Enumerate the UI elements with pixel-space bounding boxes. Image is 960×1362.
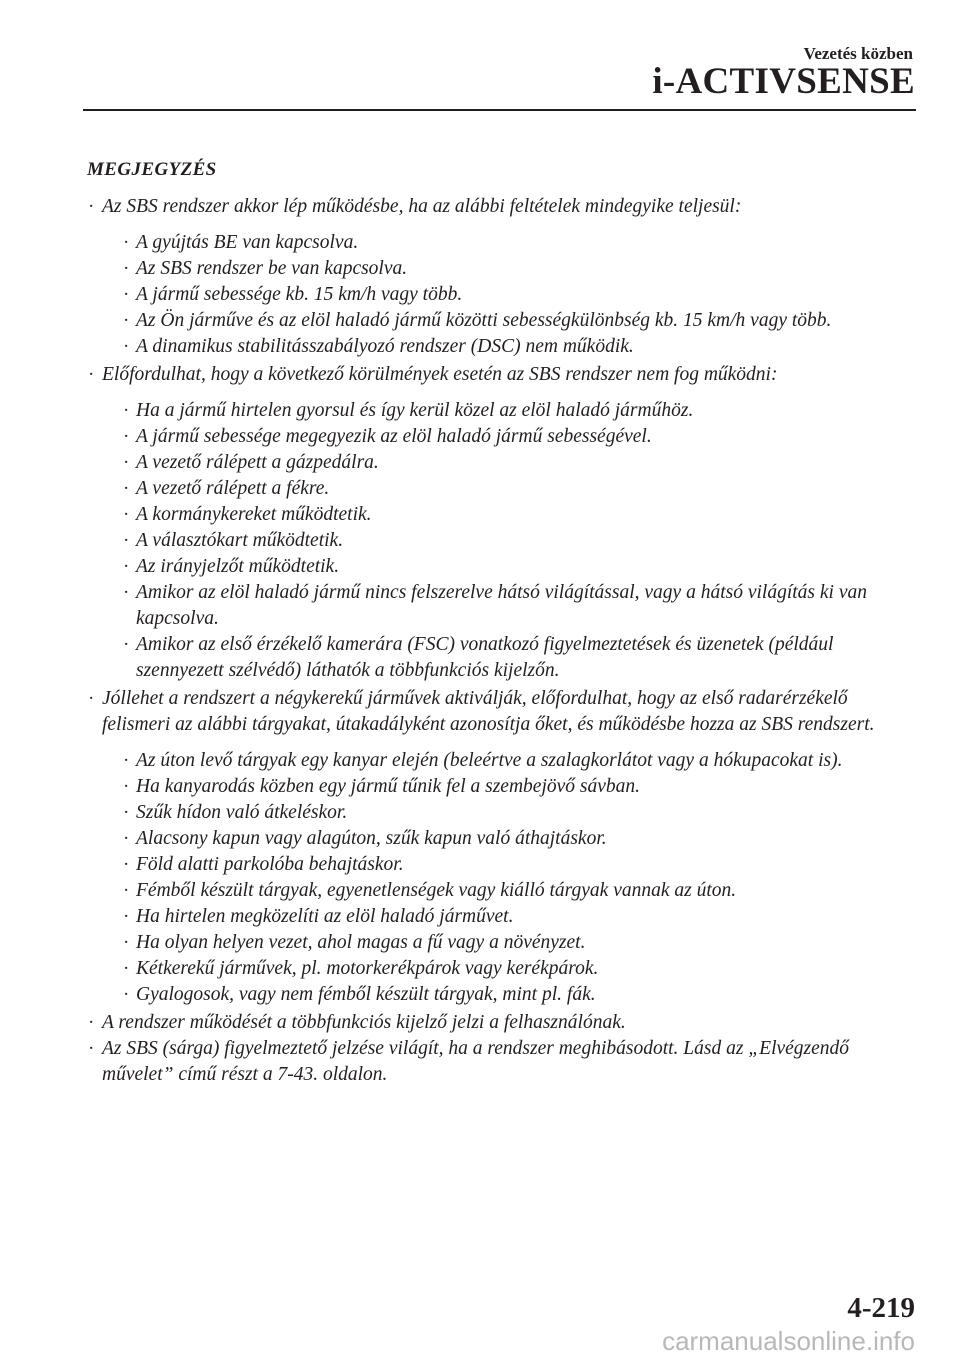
note-subitem-text: Ha a jármű hirtelen gyorsul és így kerül közel az elöl haladó járműhöz. <box>136 400 694 421</box>
note-subitem-text: A kormánykereket működtetik. <box>136 504 372 525</box>
bullet-icon: · <box>123 880 130 901</box>
bullet-icon: · <box>88 688 95 709</box>
note-list <box>84 194 916 1088</box>
note-subitem <box>122 930 916 956</box>
note-subitem <box>122 528 916 554</box>
bullet-icon: · <box>123 400 130 421</box>
note-subitem <box>122 308 916 334</box>
note-subitem-text: A jármű sebessége megegyezik az elöl haladó jármű sebességével. <box>136 426 652 447</box>
bullet-icon: · <box>123 232 130 253</box>
note-subitem-text: A dinamikus stabilitásszabályozó rendszer (DSC) nem működik. <box>136 336 634 357</box>
note-subitem-text: Az irányjelzőt működtetik. <box>136 556 340 577</box>
bullet-icon: · <box>123 906 130 927</box>
bullet-icon: · <box>88 1012 95 1033</box>
note-subitem <box>122 904 916 930</box>
note-subitem <box>122 774 916 800</box>
note-subitem <box>122 852 916 878</box>
note-subitem <box>122 982 916 1008</box>
note-subitem <box>122 502 916 528</box>
bullet-icon: · <box>123 776 130 797</box>
note-subitem-text: A vezető rálépett a fékre. <box>136 478 330 499</box>
note-subitem <box>122 424 916 450</box>
note-subitem-text: Az SBS rendszer be van kapcsolva. <box>136 258 408 279</box>
note-subitem-text: A választókart működtetik. <box>136 530 344 551</box>
page-number: 4-219 <box>847 1292 915 1324</box>
note-subitem-text: Amikor az első érzékelő kamerára (FSC) vonatkozó figyelmeztetések és üzenetek (például szennyezett szélvédő) láthatók a többfunkciós kijelzőn. <box>136 634 834 681</box>
note-subitem-text: A gyújtás BE van kapcsolva. <box>136 232 359 253</box>
bullet-icon: · <box>123 802 130 823</box>
note-item-text: Az SBS (sárga) figyelmeztető jelzése világít, ha a rendszer meghibásodott. Lásd az „Elvégzendő művelet” című részt a 7-43. oldalon. <box>102 1038 850 1085</box>
note-subitem-text: Az Ön járműve és az elöl haladó jármű közötti sebességkülönbség kb. 15 km/h vagy több. <box>136 310 832 331</box>
note-subitem <box>122 334 916 360</box>
note-sublist <box>102 230 916 360</box>
note-subitem <box>122 800 916 826</box>
note-subitem-text: Föld alatti parkolóba behajtáskor. <box>136 854 404 875</box>
bullet-icon: · <box>123 750 130 771</box>
bullet-icon: · <box>88 196 95 217</box>
bullet-icon: · <box>123 556 130 577</box>
note-item-text: Az SBS rendszer akkor lép működésbe, ha az alábbi feltételek mindegyike teljesül: <box>102 196 742 217</box>
bullet-icon: · <box>123 634 130 655</box>
note-subitem-text: Kétkerekű járművek, pl. motorkerékpárok vagy kerékpárok. <box>136 958 599 979</box>
bullet-icon: · <box>123 336 130 357</box>
note-subitem-text: Ha olyan helyen vezet, ahol magas a fű vagy a növényzet. <box>136 932 586 953</box>
watermark: carmanualsonline.info <box>662 1326 915 1356</box>
note-subitem <box>122 748 916 774</box>
bullet-icon: · <box>123 932 130 953</box>
note-subitem-text: Alacsony kapun vagy alagúton, szűk kapun való áthajtáskor. <box>136 828 607 849</box>
note-item-text: A rendszer működését a többfunkciós kijelző jelzi a felhasználónak. <box>102 1012 626 1033</box>
bullet-icon: · <box>123 828 130 849</box>
note-sublist <box>102 748 916 1008</box>
bullet-icon: · <box>123 426 130 447</box>
note-subitem <box>122 554 916 580</box>
note-subitem <box>122 580 916 632</box>
bullet-icon: · <box>123 504 130 525</box>
bullet-icon: · <box>123 854 130 875</box>
note-subitem <box>122 878 916 904</box>
note-subitem-text: Amikor az elöl haladó jármű nincs felszerelve hátsó világítással, vagy a hátsó világítás ki van kapcsolva. <box>136 582 867 629</box>
note-subitem-text: Ha kanyarodás közben egy jármű tűnik fel a szembejövő sávban. <box>136 776 641 797</box>
note-subitem <box>122 826 916 852</box>
note-subitem <box>122 632 916 684</box>
bullet-icon: · <box>88 364 95 385</box>
note-item <box>84 1036 916 1088</box>
bullet-icon: · <box>123 958 130 979</box>
note-subitem-text: Szűk hídon való átkeléskor. <box>136 802 348 823</box>
note-subitem <box>122 256 916 282</box>
note-item <box>84 1010 916 1036</box>
note-item-text: Előfordulhat, hogy a következő körülmények esetén az SBS rendszer nem fog működni: <box>102 364 778 385</box>
note-subitem-text: A vezető rálépett a gázpedálra. <box>136 452 379 473</box>
note-subitem-text: A jármű sebessége kb. 15 km/h vagy több. <box>136 284 463 305</box>
note-item <box>84 686 916 1008</box>
bullet-icon: · <box>123 582 130 603</box>
section-name: Vezetés közben <box>803 44 913 63</box>
note-sublist <box>102 398 916 684</box>
note-subitem <box>122 282 916 308</box>
note-subitem-text: Fémből készült tárgyak, egyenetlenségek vagy kiálló tárgyak vannak az úton. <box>136 880 737 901</box>
note-box <box>84 159 916 1088</box>
note-subitem-text: Gyalogosok, vagy nem fémből készült tárgyak, mint pl. fák. <box>136 984 596 1005</box>
note-subitem <box>122 230 916 256</box>
note-item <box>84 194 916 360</box>
note-item-text: Jóllehet a rendszert a négykerekű járművek aktiválják, előfordulhat, hogy az első radarérzékelő felismeri az alábbi tárgyakat, útakadályként azonosítja őket, és működésbe hozza az SBS rendszert. <box>102 688 875 735</box>
bullet-icon: · <box>123 258 130 279</box>
note-subitem-text: Az úton levő tárgyak egy kanyar elején (beleértve a szalagkorlátot vagy a hókupacokat is). <box>136 750 843 771</box>
note-subitem <box>122 956 916 982</box>
bullet-icon: · <box>123 310 130 331</box>
bullet-icon: · <box>123 478 130 499</box>
note-subitem <box>122 398 916 424</box>
bullet-icon: · <box>123 284 130 305</box>
note-title: MEGJEGYZÉS <box>87 159 217 180</box>
note-subitem <box>122 476 916 502</box>
header-rule <box>83 109 916 111</box>
bullet-icon: · <box>123 984 130 1005</box>
note-subitem-text: Ha hirtelen megközelíti az elöl haladó járművet. <box>136 906 514 927</box>
bullet-icon: · <box>88 1038 95 1059</box>
chapter-title: i-ACTIVSENSE <box>652 61 915 102</box>
note-subitem <box>122 450 916 476</box>
bullet-icon: · <box>123 452 130 473</box>
bullet-icon: · <box>123 530 130 551</box>
note-item <box>84 362 916 684</box>
